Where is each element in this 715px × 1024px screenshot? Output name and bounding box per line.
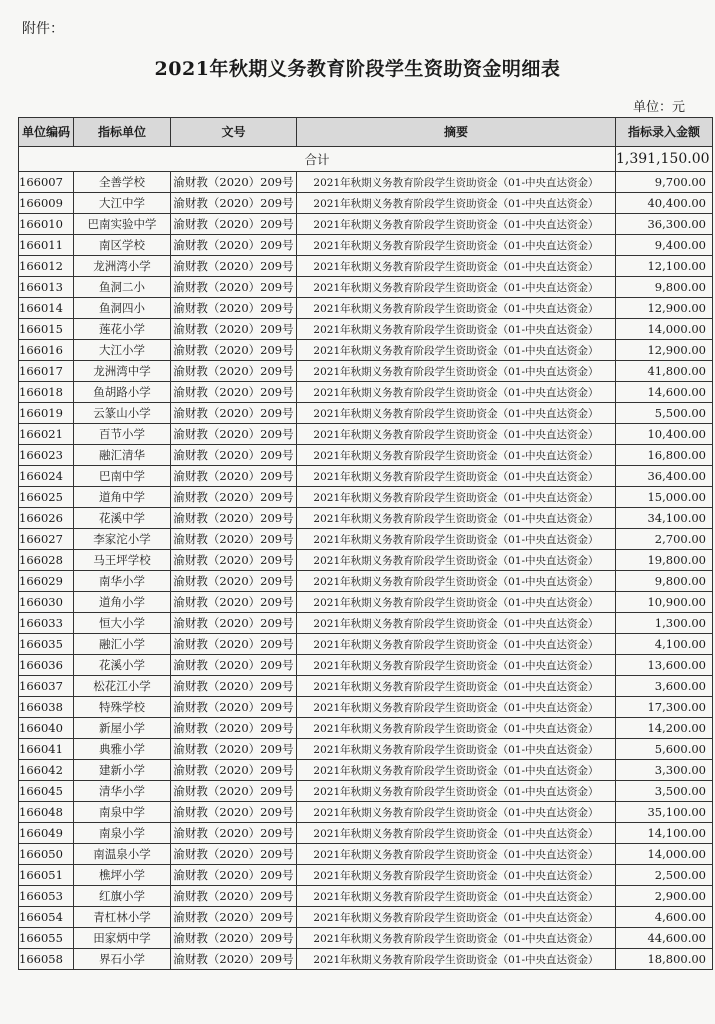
cell-unit: 李家沱小学 — [74, 529, 171, 550]
table-row — [19, 844, 713, 865]
cell-summary: 2021年秋期义务教育阶段学生资助资金（01-中央直达资金） — [297, 676, 616, 697]
table-row — [19, 655, 713, 676]
cell-unit: 特殊学校 — [74, 697, 171, 718]
table-row — [19, 172, 713, 193]
cell-code: 166009 — [19, 193, 74, 214]
cell-summary: 2021年秋期义务教育阶段学生资助资金（01-中央直达资金） — [297, 508, 616, 529]
cell-unit: 莲花小学 — [74, 319, 171, 340]
cell-doc: 渝财教（2020）209号 — [171, 718, 297, 739]
cell-amount: 15,000.00 — [616, 487, 713, 508]
cell-amount: 9,800.00 — [616, 571, 713, 592]
table-row — [19, 277, 713, 298]
table-row — [19, 697, 713, 718]
table-row — [19, 676, 713, 697]
cell-unit: 南华小学 — [74, 571, 171, 592]
cell-unit: 南泉小学 — [74, 823, 171, 844]
cell-summary: 2021年秋期义务教育阶段学生资助资金（01-中央直达资金） — [297, 718, 616, 739]
cell-code: 166038 — [19, 697, 74, 718]
cell-summary: 2021年秋期义务教育阶段学生资助资金（01-中央直达资金） — [297, 949, 616, 970]
cell-amount: 3,600.00 — [616, 676, 713, 697]
cell-amount: 14,600.00 — [616, 382, 713, 403]
cell-code: 166051 — [19, 865, 74, 886]
table-row — [19, 781, 713, 802]
cell-summary: 2021年秋期义务教育阶段学生资助资金（01-中央直达资金） — [297, 487, 616, 508]
cell-code: 166040 — [19, 718, 74, 739]
table-row — [19, 907, 713, 928]
table-row — [19, 865, 713, 886]
cell-summary: 2021年秋期义务教育阶段学生资助资金（01-中央直达资金） — [297, 928, 616, 949]
cell-doc: 渝财教（2020）209号 — [171, 634, 297, 655]
cell-code: 166010 — [19, 214, 74, 235]
table-row — [19, 634, 713, 655]
table-row — [19, 823, 713, 844]
cell-summary: 2021年秋期义务教育阶段学生资助资金（01-中央直达资金） — [297, 235, 616, 256]
cell-code: 166013 — [19, 277, 74, 298]
cell-doc: 渝财教（2020）209号 — [171, 865, 297, 886]
cell-unit: 鱼胡路小学 — [74, 382, 171, 403]
cell-unit: 融汇小学 — [74, 634, 171, 655]
total-amount: 1,391,150.00 — [616, 147, 713, 172]
cell-summary: 2021年秋期义务教育阶段学生资助资金（01-中央直达资金） — [297, 886, 616, 907]
table-row — [19, 550, 713, 571]
cell-doc: 渝财教（2020）209号 — [171, 781, 297, 802]
cell-summary: 2021年秋期义务教育阶段学生资助资金（01-中央直达资金） — [297, 781, 616, 802]
cell-doc: 渝财教（2020）209号 — [171, 802, 297, 823]
cell-summary: 2021年秋期义务教育阶段学生资助资金（01-中央直达资金） — [297, 697, 616, 718]
cell-doc: 渝财教（2020）209号 — [171, 592, 297, 613]
cell-summary: 2021年秋期义务教育阶段学生资助资金（01-中央直达资金） — [297, 424, 616, 445]
cell-unit: 道角中学 — [74, 487, 171, 508]
cell-amount: 35,100.00 — [616, 802, 713, 823]
cell-summary: 2021年秋期义务教育阶段学生资助资金（01-中央直达资金） — [297, 844, 616, 865]
table-row — [19, 802, 713, 823]
cell-doc: 渝财教（2020）209号 — [171, 676, 297, 697]
cell-amount: 12,900.00 — [616, 298, 713, 319]
cell-amount: 14,000.00 — [616, 844, 713, 865]
cell-summary: 2021年秋期义务教育阶段学生资助资金（01-中央直达资金） — [297, 298, 616, 319]
cell-code: 166017 — [19, 361, 74, 382]
table-row — [19, 235, 713, 256]
cell-summary: 2021年秋期义务教育阶段学生资助资金（01-中央直达资金） — [297, 466, 616, 487]
table-row — [19, 949, 713, 970]
table-row — [19, 571, 713, 592]
cell-summary: 2021年秋期义务教育阶段学生资助资金（01-中央直达资金） — [297, 802, 616, 823]
cell-amount: 34,100.00 — [616, 508, 713, 529]
cell-amount: 2,900.00 — [616, 886, 713, 907]
cell-summary: 2021年秋期义务教育阶段学生资助资金（01-中央直达资金） — [297, 550, 616, 571]
attachment-label: 附件： — [22, 21, 64, 37]
cell-amount: 10,400.00 — [616, 424, 713, 445]
cell-doc: 渝财教（2020）209号 — [171, 739, 297, 760]
cell-summary: 2021年秋期义务教育阶段学生资助资金（01-中央直达资金） — [297, 739, 616, 760]
cell-amount: 9,800.00 — [616, 277, 713, 298]
cell-unit: 南区学校 — [74, 235, 171, 256]
cell-amount: 4,100.00 — [616, 634, 713, 655]
cell-unit: 云篆山小学 — [74, 403, 171, 424]
cell-unit: 青杠林小学 — [74, 907, 171, 928]
cell-summary: 2021年秋期义务教育阶段学生资助资金（01-中央直达资金） — [297, 634, 616, 655]
cell-unit: 新屋小学 — [74, 718, 171, 739]
table-row — [19, 613, 713, 634]
cell-amount: 14,100.00 — [616, 823, 713, 844]
cell-code: 166035 — [19, 634, 74, 655]
cell-doc: 渝财教（2020）209号 — [171, 319, 297, 340]
cell-summary: 2021年秋期义务教育阶段学生资助资金（01-中央直达资金） — [297, 613, 616, 634]
cell-code: 166055 — [19, 928, 74, 949]
cell-unit: 清华小学 — [74, 781, 171, 802]
cell-code: 166012 — [19, 256, 74, 277]
cell-code: 166025 — [19, 487, 74, 508]
cell-summary: 2021年秋期义务教育阶段学生资助资金（01-中央直达资金） — [297, 907, 616, 928]
cell-doc: 渝财教（2020）209号 — [171, 697, 297, 718]
cell-amount: 36,400.00 — [616, 466, 713, 487]
cell-unit: 田家炳中学 — [74, 928, 171, 949]
cell-doc: 渝财教（2020）209号 — [171, 487, 297, 508]
cell-amount: 13,600.00 — [616, 655, 713, 676]
cell-unit: 大江小学 — [74, 340, 171, 361]
cell-unit: 巴南实验中学 — [74, 214, 171, 235]
table-row — [19, 508, 713, 529]
cell-summary: 2021年秋期义务教育阶段学生资助资金（01-中央直达资金） — [297, 445, 616, 466]
cell-summary: 2021年秋期义务教育阶段学生资助资金（01-中央直达资金） — [297, 361, 616, 382]
table-row — [19, 760, 713, 781]
cell-amount: 14,200.00 — [616, 718, 713, 739]
cell-unit: 龙洲湾小学 — [74, 256, 171, 277]
table-row — [19, 592, 713, 613]
cell-doc: 渝财教（2020）209号 — [171, 361, 297, 382]
cell-unit: 鱼洞四小 — [74, 298, 171, 319]
cell-code: 166048 — [19, 802, 74, 823]
cell-amount: 14,000.00 — [616, 319, 713, 340]
cell-amount: 5,500.00 — [616, 403, 713, 424]
cell-summary: 2021年秋期义务教育阶段学生资助资金（01-中央直达资金） — [297, 592, 616, 613]
cell-summary: 2021年秋期义务教育阶段学生资助资金（01-中央直达资金） — [297, 655, 616, 676]
cell-unit: 大江中学 — [74, 193, 171, 214]
cell-summary: 2021年秋期义务教育阶段学生资助资金（01-中央直达资金） — [297, 760, 616, 781]
cell-amount: 12,100.00 — [616, 256, 713, 277]
cell-unit: 马王坪学校 — [74, 550, 171, 571]
cell-summary: 2021年秋期义务教育阶段学生资助资金（01-中央直达资金） — [297, 403, 616, 424]
cell-code: 166016 — [19, 340, 74, 361]
cell-code: 166024 — [19, 466, 74, 487]
table-row — [19, 445, 713, 466]
cell-amount: 2,500.00 — [616, 865, 713, 886]
cell-summary: 2021年秋期义务教育阶段学生资助资金（01-中央直达资金） — [297, 340, 616, 361]
cell-doc: 渝财教（2020）209号 — [171, 403, 297, 424]
table-row — [19, 256, 713, 277]
table-row — [19, 739, 713, 760]
cell-doc: 渝财教（2020）209号 — [171, 655, 297, 676]
cell-doc: 渝财教（2020）209号 — [171, 277, 297, 298]
cell-doc: 渝财教（2020）209号 — [171, 760, 297, 781]
cell-doc: 渝财教（2020）209号 — [171, 949, 297, 970]
table-row — [19, 340, 713, 361]
cell-doc: 渝财教（2020）209号 — [171, 172, 297, 193]
cell-unit: 花溪小学 — [74, 655, 171, 676]
header-amount: 指标录入金额 — [616, 118, 713, 147]
cell-doc: 渝财教（2020）209号 — [171, 424, 297, 445]
cell-unit: 建新小学 — [74, 760, 171, 781]
cell-doc: 渝财教（2020）209号 — [171, 508, 297, 529]
cell-amount: 9,400.00 — [616, 235, 713, 256]
cell-code: 166037 — [19, 676, 74, 697]
cell-unit: 全善学校 — [74, 172, 171, 193]
unit-label: 单位：元 — [632, 100, 685, 115]
cell-unit: 典雅小学 — [74, 739, 171, 760]
cell-amount: 1,300.00 — [616, 613, 713, 634]
cell-amount: 44,600.00 — [616, 928, 713, 949]
header-summary: 摘要 — [297, 118, 616, 147]
cell-amount: 40,400.00 — [616, 193, 713, 214]
cell-code: 166036 — [19, 655, 74, 676]
table-row — [19, 466, 713, 487]
cell-summary: 2021年秋期义务教育阶段学生资助资金（01-中央直达资金） — [297, 382, 616, 403]
cell-code: 166050 — [19, 844, 74, 865]
cell-code: 166023 — [19, 445, 74, 466]
cell-unit: 鱼洞二小 — [74, 277, 171, 298]
cell-summary: 2021年秋期义务教育阶段学生资助资金（01-中央直达资金） — [297, 193, 616, 214]
header-row — [19, 118, 713, 147]
cell-summary: 2021年秋期义务教育阶段学生资助资金（01-中央直达资金） — [297, 214, 616, 235]
cell-doc: 渝财教（2020）209号 — [171, 193, 297, 214]
cell-amount: 5,600.00 — [616, 739, 713, 760]
header-code: 单位编码 — [19, 118, 74, 147]
cell-amount: 10,900.00 — [616, 592, 713, 613]
cell-code: 166021 — [19, 424, 74, 445]
cell-code: 166007 — [19, 172, 74, 193]
cell-unit: 花溪中学 — [74, 508, 171, 529]
document-title: 2021年秋期义务教育阶段学生资助资金明细表 — [154, 58, 561, 80]
cell-code: 166033 — [19, 613, 74, 634]
cell-summary: 2021年秋期义务教育阶段学生资助资金（01-中央直达资金） — [297, 256, 616, 277]
cell-amount: 4,600.00 — [616, 907, 713, 928]
cell-doc: 渝财教（2020）209号 — [171, 550, 297, 571]
cell-amount: 36,300.00 — [616, 214, 713, 235]
cell-code: 166058 — [19, 949, 74, 970]
cell-doc: 渝财教（2020）209号 — [171, 466, 297, 487]
header-doc: 文号 — [171, 118, 297, 147]
cell-doc: 渝财教（2020）209号 — [171, 214, 297, 235]
cell-amount: 2,700.00 — [616, 529, 713, 550]
table-row — [19, 193, 713, 214]
cell-amount: 3,300.00 — [616, 760, 713, 781]
total-row — [19, 147, 713, 172]
cell-code: 166042 — [19, 760, 74, 781]
cell-summary: 2021年秋期义务教育阶段学生资助资金（01-中央直达资金） — [297, 865, 616, 886]
table-row — [19, 382, 713, 403]
cell-summary: 2021年秋期义务教育阶段学生资助资金（01-中央直达资金） — [297, 172, 616, 193]
table-row — [19, 403, 713, 424]
cell-doc: 渝财教（2020）209号 — [171, 823, 297, 844]
cell-doc: 渝财教（2020）209号 — [171, 886, 297, 907]
cell-unit: 恒大小学 — [74, 613, 171, 634]
cell-doc: 渝财教（2020）209号 — [171, 340, 297, 361]
cell-code: 166018 — [19, 382, 74, 403]
cell-code: 166026 — [19, 508, 74, 529]
cell-amount: 9,700.00 — [616, 172, 713, 193]
cell-unit: 南泉中学 — [74, 802, 171, 823]
table-row — [19, 319, 713, 340]
cell-amount: 12,900.00 — [616, 340, 713, 361]
cell-amount: 3,500.00 — [616, 781, 713, 802]
cell-code: 166011 — [19, 235, 74, 256]
cell-code: 166015 — [19, 319, 74, 340]
cell-amount: 17,300.00 — [616, 697, 713, 718]
cell-doc: 渝财教（2020）209号 — [171, 613, 297, 634]
cell-amount: 41,800.00 — [616, 361, 713, 382]
table-row — [19, 529, 713, 550]
cell-doc: 渝财教（2020）209号 — [171, 298, 297, 319]
cell-code: 166028 — [19, 550, 74, 571]
cell-code: 166014 — [19, 298, 74, 319]
cell-unit: 樵坪小学 — [74, 865, 171, 886]
table-row — [19, 298, 713, 319]
cell-summary: 2021年秋期义务教育阶段学生资助资金（01-中央直达资金） — [297, 823, 616, 844]
cell-summary: 2021年秋期义务教育阶段学生资助资金（01-中央直达资金） — [297, 529, 616, 550]
cell-amount: 19,800.00 — [616, 550, 713, 571]
cell-doc: 渝财教（2020）209号 — [171, 235, 297, 256]
total-label: 合计 — [19, 147, 616, 172]
cell-unit: 红旗小学 — [74, 886, 171, 907]
cell-unit: 融汇清华 — [74, 445, 171, 466]
cell-code: 166049 — [19, 823, 74, 844]
cell-code: 166053 — [19, 886, 74, 907]
cell-doc: 渝财教（2020）209号 — [171, 529, 297, 550]
cell-doc: 渝财教（2020）209号 — [171, 445, 297, 466]
cell-doc: 渝财教（2020）209号 — [171, 256, 297, 277]
cell-code: 166027 — [19, 529, 74, 550]
cell-unit: 南温泉小学 — [74, 844, 171, 865]
funding-table — [18, 117, 713, 970]
cell-unit: 龙洲湾中学 — [74, 361, 171, 382]
table-row — [19, 424, 713, 445]
cell-summary: 2021年秋期义务教育阶段学生资助资金（01-中央直达资金） — [297, 319, 616, 340]
cell-doc: 渝财教（2020）209号 — [171, 928, 297, 949]
table-row — [19, 886, 713, 907]
table-row — [19, 487, 713, 508]
cell-unit: 巴南中学 — [74, 466, 171, 487]
cell-code: 166054 — [19, 907, 74, 928]
cell-code: 166029 — [19, 571, 74, 592]
header-unit: 指标单位 — [74, 118, 171, 147]
cell-doc: 渝财教（2020）209号 — [171, 907, 297, 928]
cell-code: 166045 — [19, 781, 74, 802]
cell-code: 166030 — [19, 592, 74, 613]
cell-doc: 渝财教（2020）209号 — [171, 571, 297, 592]
cell-doc: 渝财教（2020）209号 — [171, 844, 297, 865]
cell-code: 166019 — [19, 403, 74, 424]
table-row — [19, 214, 713, 235]
cell-unit: 松花江小学 — [74, 676, 171, 697]
cell-summary: 2021年秋期义务教育阶段学生资助资金（01-中央直达资金） — [297, 277, 616, 298]
cell-summary: 2021年秋期义务教育阶段学生资助资金（01-中央直达资金） — [297, 571, 616, 592]
cell-code: 166041 — [19, 739, 74, 760]
table-row — [19, 718, 713, 739]
cell-unit: 界石小学 — [74, 949, 171, 970]
table-row — [19, 361, 713, 382]
cell-unit: 道角小学 — [74, 592, 171, 613]
cell-amount: 18,800.00 — [616, 949, 713, 970]
table-row — [19, 928, 713, 949]
cell-doc: 渝财教（2020）209号 — [171, 382, 297, 403]
cell-amount: 16,800.00 — [616, 445, 713, 466]
cell-unit: 百节小学 — [74, 424, 171, 445]
